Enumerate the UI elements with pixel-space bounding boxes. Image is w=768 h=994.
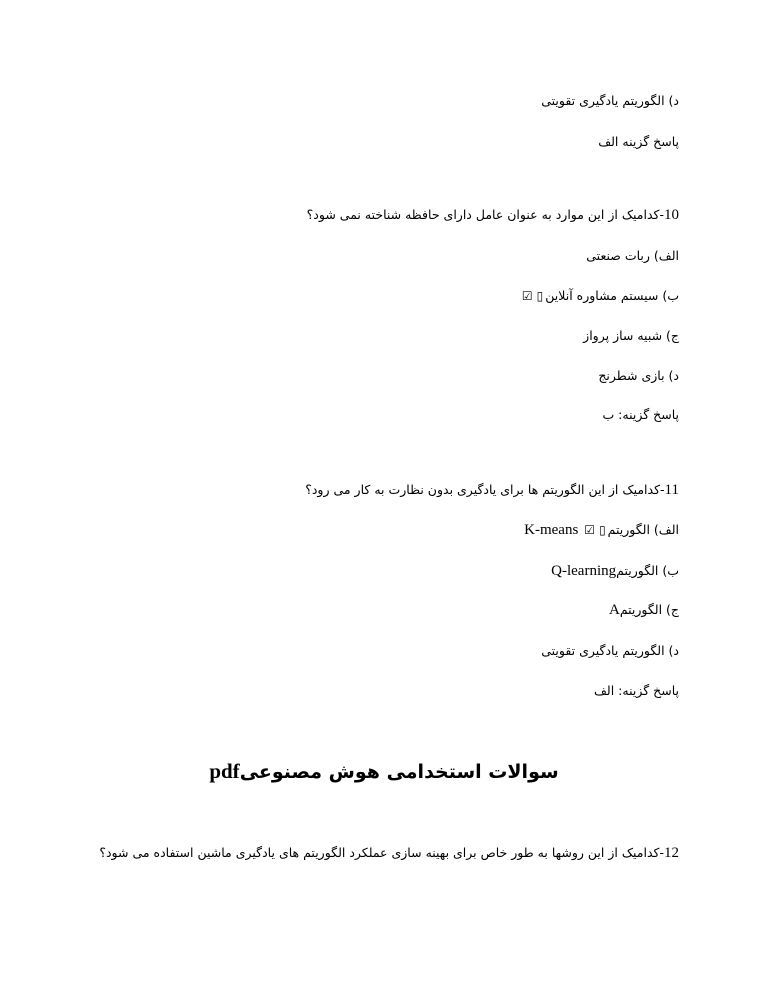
q9-answer-text: پاسخ گزینه الف — [598, 134, 679, 149]
q9-option-d — [541, 92, 679, 110]
q10-question — [307, 206, 679, 224]
q11-answer-text: پاسخ گزینه: الف — [593, 683, 679, 698]
q11-option-b-term: Q-learning — [551, 563, 617, 579]
q10-option-d-text: د) بازی شطرنج — [598, 368, 679, 383]
q12-question — [99, 844, 679, 862]
q11-option-c — [609, 601, 679, 619]
q10-answer-text: پاسخ گزینه: ب — [602, 407, 679, 422]
q10-option-c — [583, 327, 679, 345]
q10-option-c-text: ج) شبیه ساز پرواز — [583, 328, 679, 343]
q9-answer — [598, 133, 679, 151]
q12-question-text: -کدامیک از این روشها به طور خاص برای بهینه سازی عملکرد الگوریتم های یادگیری ماشین استفاده می شود؟ — [99, 845, 664, 860]
q11-question-text: -کدامیک از این الگوریتم ها برای یادگیری بدون نظارت به کار می رود؟ — [305, 482, 665, 497]
empty-box-icon: ▯ — [536, 289, 544, 303]
q11-number: 11 — [664, 482, 679, 498]
q10-answer — [602, 406, 679, 424]
q10-option-d — [598, 367, 679, 385]
q9-option-d-text: د) الگوریتم یادگیری تقویتی — [541, 93, 679, 108]
q10-option-a — [586, 247, 679, 265]
q10-question-text: -کدامیک از این موارد به عنوان عامل دارای حافظه شناخته نمی شود؟ — [306, 207, 664, 222]
q11-option-c-term: A — [608, 602, 620, 618]
q11-option-d — [541, 642, 679, 660]
empty-box-icon: ▯ — [599, 523, 606, 537]
checked-box-icon: ☑ — [584, 523, 596, 537]
q11-option-a — [524, 521, 679, 539]
section-heading — [0, 758, 768, 785]
q11-option-a-term: K-means — [524, 522, 579, 538]
q11-option-b — [551, 562, 679, 580]
section-heading-text: سوالات استخدامی هوش مصنوعی — [239, 761, 559, 783]
q10-option-a-text: الف) ربات صنعتی — [586, 248, 679, 263]
q11-option-a-prefix: الف) الگوریتم — [607, 522, 679, 537]
section-heading-term: pdf — [209, 759, 240, 783]
q10-option-b-text: ب) سیستم مشاوره آنلاین — [545, 288, 679, 303]
q10-option-b — [520, 287, 679, 305]
q11-option-d-text: د) الگوریتم یادگیری تقویتی — [541, 643, 679, 658]
q11-answer — [594, 682, 679, 700]
q12-number: 12 — [664, 845, 679, 861]
checked-box-icon: ☑ — [521, 289, 533, 303]
q11-question — [305, 481, 679, 499]
q10-number: 10 — [664, 207, 679, 223]
q11-option-c-prefix: ج) الگوریتم — [619, 602, 679, 617]
q11-option-b-prefix: ب) الگوریتم — [616, 563, 679, 578]
